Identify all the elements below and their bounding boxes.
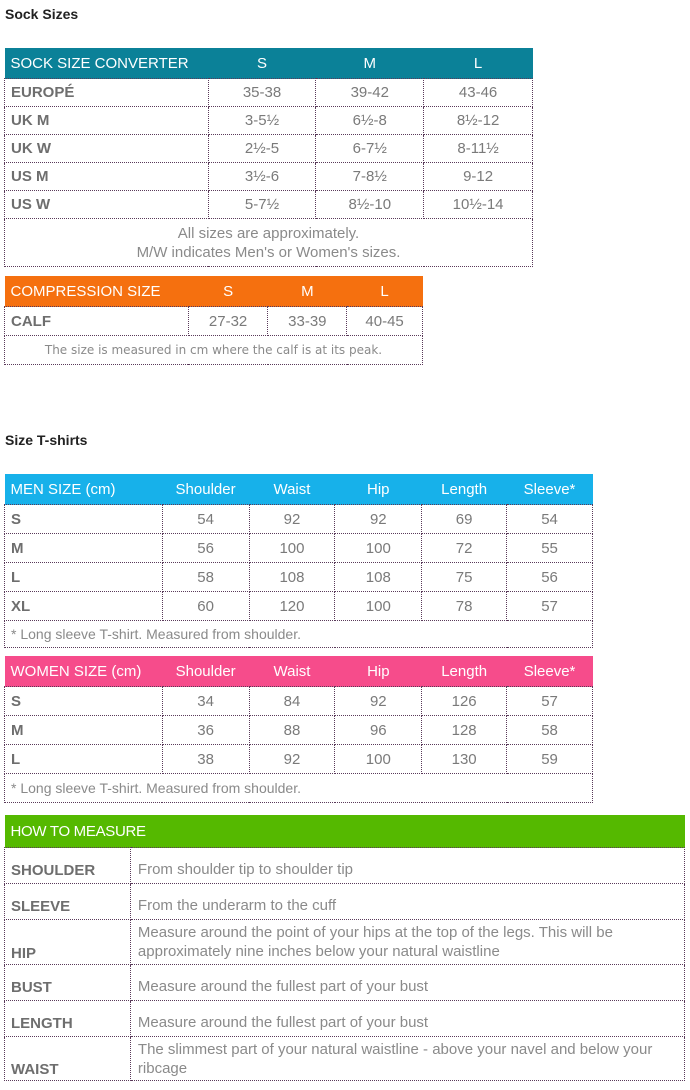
table-row: [5, 107, 533, 135]
table-cell: 38: [162, 745, 249, 774]
column-header: WOMEN SIZE (cm): [5, 656, 163, 687]
column-header: M: [316, 48, 424, 79]
table-cell: 100: [249, 534, 335, 563]
table-cell: 120: [249, 592, 335, 621]
table-cell: 100: [335, 592, 422, 621]
row-label: WAIST: [5, 1037, 131, 1081]
table-header-row: [5, 815, 685, 848]
row-label: US W: [5, 191, 209, 219]
table-cell: 8½-12: [424, 107, 533, 135]
table-cell: 2½-5: [208, 135, 316, 163]
row-label: L: [5, 745, 163, 774]
row-label: EUROPÉ: [5, 79, 209, 107]
measure-description: Measure around the fullest part of your bust: [130, 1001, 684, 1037]
table-row: [5, 505, 593, 534]
row-label: US M: [5, 163, 209, 191]
table-cell: 100: [335, 534, 422, 563]
table-cell: 59: [507, 745, 593, 774]
table-cell: 84: [249, 687, 335, 716]
table-row: [5, 79, 533, 107]
table-note-row: [5, 219, 533, 267]
table-cell: 57: [507, 687, 593, 716]
table-row: [5, 135, 533, 163]
table-cell: 78: [422, 592, 507, 621]
table-cell: 92: [249, 505, 335, 534]
how-to-measure-table: [4, 815, 685, 1081]
table-cell: 3½-6: [208, 163, 316, 191]
table-cell: 130: [422, 745, 507, 774]
table-header-row: [5, 474, 593, 505]
table-cell: 34: [162, 687, 249, 716]
table-row: [5, 687, 593, 716]
table-row: [5, 848, 685, 884]
table-cell: 8-11½: [424, 135, 533, 163]
table-cell: 96: [335, 716, 422, 745]
table-cell: 92: [249, 745, 335, 774]
measure-description: From shoulder tip to shoulder tip: [130, 848, 684, 884]
table-cell: 57: [507, 592, 593, 621]
column-header: S: [208, 48, 316, 79]
measure-description: The slimmest part of your natural waistline - above your navel and below your ribcage: [130, 1037, 684, 1081]
row-label: BUST: [5, 965, 131, 1001]
table-note-row: [5, 621, 593, 648]
column-header: Shoulder: [162, 656, 249, 687]
table-header-row: [5, 276, 423, 307]
column-header: S: [188, 276, 268, 307]
table-cell: 43-46: [424, 79, 533, 107]
table-cell: 54: [507, 505, 593, 534]
column-header: SOCK SIZE CONVERTER: [5, 48, 209, 79]
table-note-row: [5, 774, 593, 803]
column-header: Hip: [335, 656, 422, 687]
table-cell: 58: [507, 716, 593, 745]
row-label: L: [5, 563, 163, 592]
column-header: Waist: [249, 474, 335, 505]
table-cell: 56: [162, 534, 249, 563]
table-row: [5, 920, 685, 965]
table-cell: 75: [422, 563, 507, 592]
row-label: SLEEVE: [5, 884, 131, 920]
row-label: UK M: [5, 107, 209, 135]
table-cell: 33-39: [268, 307, 347, 336]
row-label: XL: [5, 592, 163, 621]
table-cell: 35-38: [208, 79, 316, 107]
column-header: Waist: [249, 656, 335, 687]
table-header-row: [5, 48, 533, 79]
table-header-row: [5, 656, 593, 687]
row-label: S: [5, 505, 163, 534]
column-header: L: [347, 276, 423, 307]
table-row: [5, 745, 593, 774]
row-label: SHOULDER: [5, 848, 131, 884]
table-cell: 72: [422, 534, 507, 563]
table-note: The size is measured in cm where the calf is at its peak.: [5, 336, 423, 365]
column-header: L: [424, 48, 533, 79]
table-row: [5, 965, 685, 1001]
table-row: [5, 534, 593, 563]
table-cell: 39-42: [316, 79, 424, 107]
sock-size-converter-table: [4, 48, 533, 267]
table-cell: 56: [507, 563, 593, 592]
row-label: CALF: [5, 307, 189, 336]
table-row: [5, 716, 593, 745]
table-cell: 6½-8: [316, 107, 424, 135]
measure-description: Measure around the fullest part of your bust: [130, 965, 684, 1001]
table-cell: 126: [422, 687, 507, 716]
column-header: Sleeve*: [507, 474, 593, 505]
column-header: Length: [422, 474, 507, 505]
table-cell: 27-32: [188, 307, 268, 336]
column-header: Sleeve*: [507, 656, 593, 687]
men-size-table: [4, 474, 593, 648]
table-cell: 9-12: [424, 163, 533, 191]
row-label: M: [5, 716, 163, 745]
row-label: HIP: [5, 920, 131, 965]
table-row: [5, 592, 593, 621]
row-label: S: [5, 687, 163, 716]
row-label: LENGTH: [5, 1001, 131, 1037]
table-note: [5, 219, 533, 267]
table-cell: 7-8½: [316, 163, 424, 191]
note-line: All sizes are approximately.: [177, 224, 360, 242]
column-header: Length: [422, 656, 507, 687]
women-size-table: [4, 656, 593, 803]
column-header: COMPRESSION SIZE: [5, 276, 189, 307]
table-cell: 108: [249, 563, 335, 592]
measure-description: Measure around the point of your hips at the top of the legs. This will be approximately nine inches below your natural waistline: [130, 920, 684, 965]
table-row: [5, 884, 685, 920]
table-cell: 36: [162, 716, 249, 745]
table-note-row: [5, 336, 423, 365]
column-header: MEN SIZE (cm): [5, 474, 163, 505]
table-row: [5, 563, 593, 592]
table-cell: 54: [162, 505, 249, 534]
size-tshirts-title: Size T-shirts: [5, 432, 88, 448]
table-row: [5, 1037, 685, 1081]
table-cell: 5-7½: [208, 191, 316, 219]
sock-sizes-title: Sock Sizes: [5, 6, 79, 22]
column-header: Hip: [335, 474, 422, 505]
table-cell: 58: [162, 563, 249, 592]
table-cell: 60: [162, 592, 249, 621]
table-row: [5, 191, 533, 219]
table-cell: 8½-10: [316, 191, 424, 219]
table-note: * Long sleeve T-shirt. Measured from shoulder.: [5, 621, 593, 648]
column-header: M: [268, 276, 347, 307]
table-cell: 3-5½: [208, 107, 316, 135]
table-row: [5, 1001, 685, 1037]
table-cell: 88: [249, 716, 335, 745]
column-header: Shoulder: [162, 474, 249, 505]
table-cell: 40-45: [347, 307, 423, 336]
measure-description: From the underarm to the cuff: [130, 884, 684, 920]
table-cell: 6-7½: [316, 135, 424, 163]
table-cell: 55: [507, 534, 593, 563]
row-label: M: [5, 534, 163, 563]
table-cell: 128: [422, 716, 507, 745]
table-cell: 92: [335, 505, 422, 534]
table-note: * Long sleeve T-shirt. Measured from shoulder.: [5, 774, 593, 803]
table-cell: 108: [335, 563, 422, 592]
table-cell: 10½-14: [424, 191, 533, 219]
compression-size-table: [4, 276, 423, 365]
table-cell: 100: [335, 745, 422, 774]
table-cell: 69: [422, 505, 507, 534]
table-cell: 92: [335, 687, 422, 716]
row-label: UK W: [5, 135, 209, 163]
table-row: [5, 163, 533, 191]
note-line: M/W indicates Men's or Women's sizes.: [136, 243, 401, 261]
column-header: HOW TO MEASURE: [5, 815, 685, 848]
table-row: [5, 307, 423, 336]
